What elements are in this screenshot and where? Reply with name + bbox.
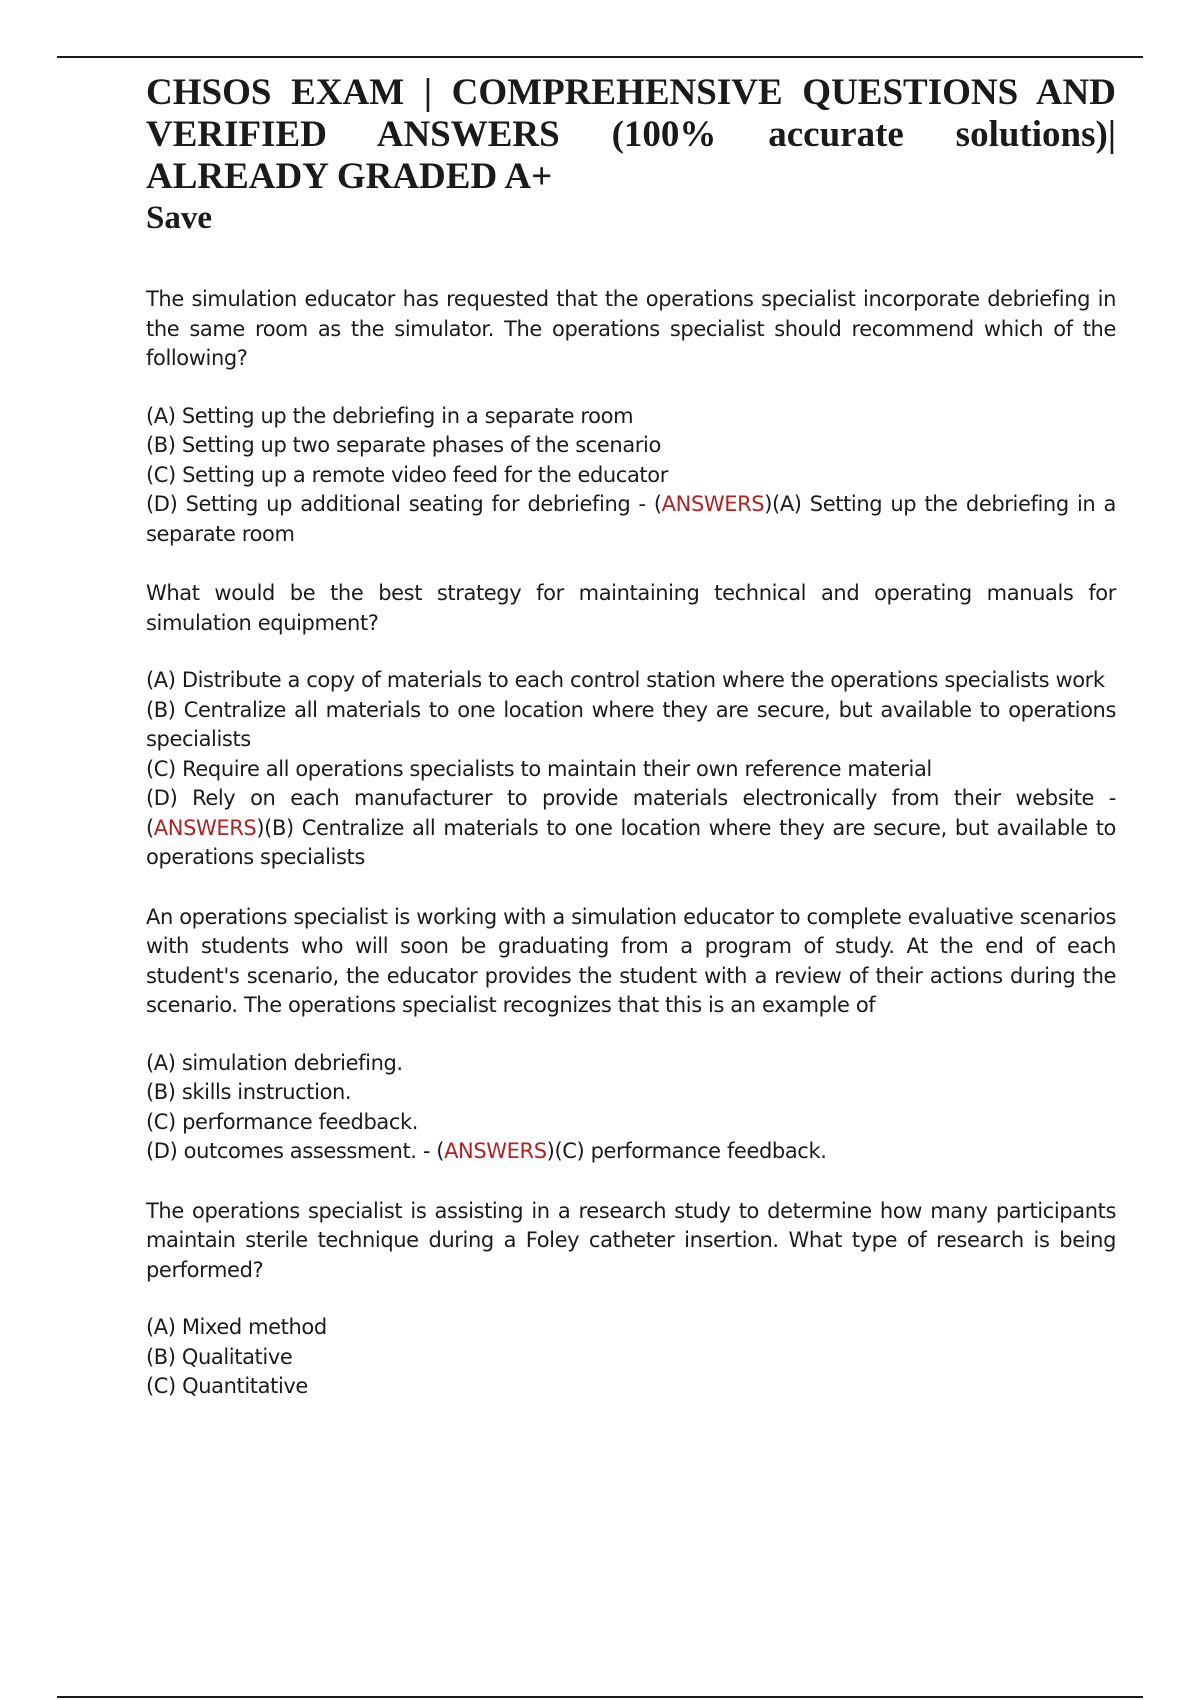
document-body xyxy=(146,72,1116,1402)
option-d-with-answer: (D) outcomes assessment. - (ANSWERS)(C) performance feedback. xyxy=(146,1139,827,1163)
option-c: (C) Require all operations specialists to maintain their own reference material xyxy=(146,756,932,781)
option-a: (A) Mixed method xyxy=(146,1315,327,1339)
option-d-with-answer: (D) Setting up additional seating for debriefing - (ANSWERS)(A) Setting up the debriefing in a separate room xyxy=(146,492,1116,546)
save-label: Save xyxy=(146,200,212,236)
options-list xyxy=(146,1313,1116,1402)
document-title: CHSOS EXAM | COMPREHENSIVE QUESTIONS AND VERIFIED ANSWERS (100% accurate solutions)| ALREADY GRADED A+ xyxy=(146,72,1116,197)
answers-keyword: ANSWERS xyxy=(444,1139,547,1163)
top-rule xyxy=(57,56,1143,58)
bottom-rule xyxy=(57,1696,1143,1698)
answers-keyword: ANSWERS xyxy=(661,492,765,516)
answer-text: (A) Setting up the debriefing in a separate room xyxy=(146,492,1116,546)
option-a: (A) Setting up the debriefing in a separate room xyxy=(146,403,634,428)
option-b: (B) Centralize all materials to one location where they are secure, but available to operations specialists xyxy=(146,697,1116,751)
question-stem: The simulation educator has requested that the operations specialist incorporate debriefing in the same room as the simulator. The operations specialist should recommend which of the following? xyxy=(146,287,1116,370)
options-list xyxy=(146,1049,1116,1167)
question-stem: What would be the best strategy for maintaining technical and operating manuals for simulation equipment? xyxy=(146,581,1116,635)
option-a: (A) simulation debriefing. xyxy=(146,1050,403,1075)
answer-text: (C) performance feedback. xyxy=(554,1139,827,1163)
option-c: (C) performance feedback. xyxy=(146,1109,419,1134)
question-block xyxy=(146,903,1116,1167)
option-b: (B) Qualitative xyxy=(146,1344,293,1369)
question-block xyxy=(146,1197,1116,1402)
options-list xyxy=(146,666,1116,873)
answers-keyword: ANSWERS xyxy=(153,815,257,840)
option-d: (D) outcomes assessment. - xyxy=(146,1139,437,1163)
option-d: (D) Rely on each manufacturer to provide materials electronically from their website - xyxy=(146,786,1116,810)
question-block xyxy=(146,285,1116,549)
options-list xyxy=(146,402,1116,550)
option-c: (C) Quantitative xyxy=(146,1374,308,1398)
option-d-with-answer: (D) Rely on each manufacturer to provide materials electronically from their website - (ANSWERS)(B) Centralize all materials to one location where they are secure, but available to operations specialists xyxy=(146,786,1116,869)
question-stem: The operations specialist is assisting in a research study to determine how many participants maintain sterile technique during a Foley catheter insertion. What type of research is being performed? xyxy=(146,1198,1116,1282)
option-b: (B) Setting up two separate phases of the scenario xyxy=(146,433,661,457)
option-c: (C) Setting up a remote video feed for the educator xyxy=(146,462,668,487)
answer-text: (B) Centralize all materials to one location where they are secure, but available to operations specialists xyxy=(146,815,1116,869)
question-block xyxy=(146,579,1116,873)
option-a: (A) Distribute a copy of materials to each control station where the operations specialists work xyxy=(146,668,1105,692)
option-b: (B) skills instruction. xyxy=(146,1080,352,1104)
option-d: (D) Setting up additional seating for debriefing - xyxy=(146,492,654,516)
question-stem: An operations specialist is working with a simulation educator to complete evaluative scenarios with students who will soon be graduating from a program of study. At the end of each student's scenario, the educator provides the student with a review of their actions during the scenario. The operations specialist recognizes that this is an example of xyxy=(146,904,1116,1017)
